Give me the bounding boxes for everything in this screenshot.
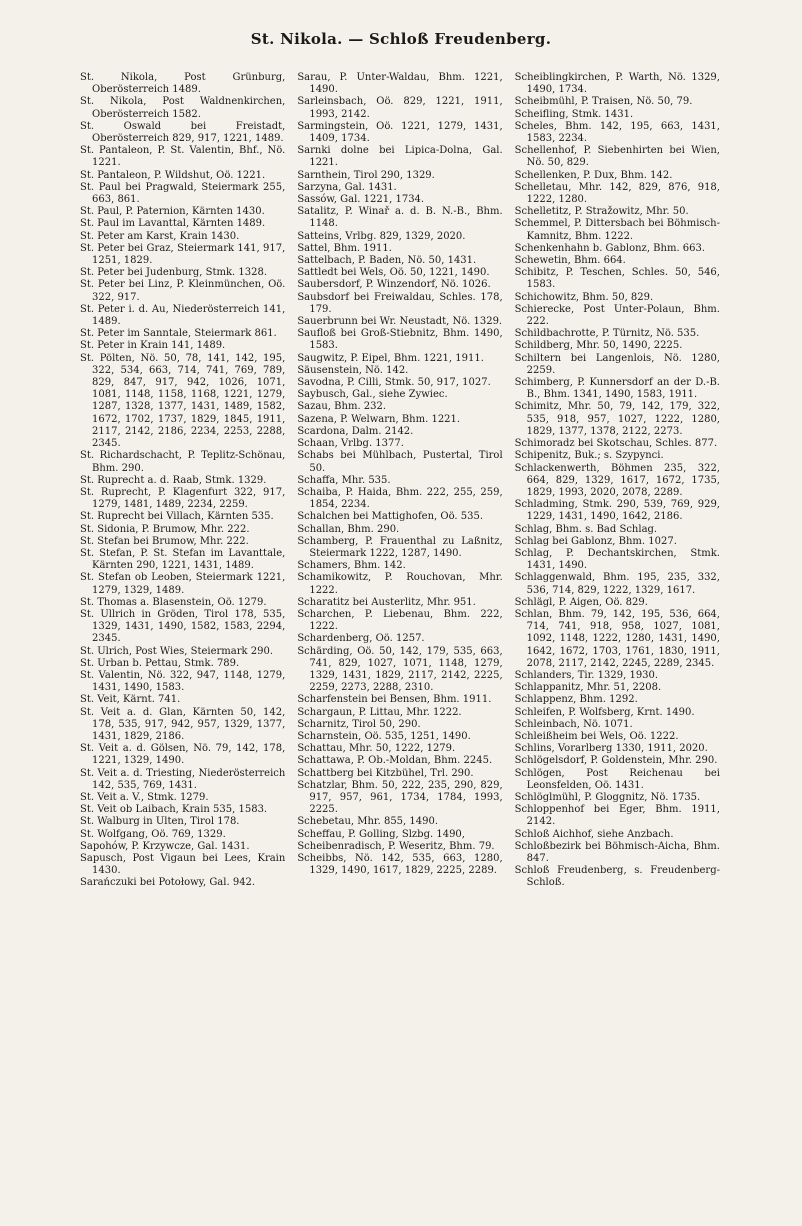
index-entry: Schabs bei Mühlbach, Pustertal, Tirol 50.: [297, 450, 503, 474]
index-entry: Schladming, Stmk. 290, 539, 769, 929, 1229, 1431, 1490, 1642, 2186.: [514, 499, 720, 523]
index-entry: Schalchen bei Mattighofen, Oö. 535.: [297, 511, 484, 523]
index-entry: Scharnitz, Tirol 50, 290.: [297, 718, 421, 730]
index-entry: St. Peter im Sanntale, Steiermark 861.: [80, 328, 277, 340]
index-entry: St. Nikola, Post Waldnenkirchen, Oberösterreich 1582.: [80, 96, 286, 120]
index-entry: Sattel, Bhm. 1911.: [297, 242, 392, 254]
index-entry: St. Ruprecht a. d. Raab, Stmk. 1329.: [80, 474, 267, 486]
index-entry: Schlaggenwald, Bhm. 195, 235, 332, 536, 714, 829, 1222, 1329, 1617.: [514, 572, 720, 596]
index-entry: Sarańczuki bei Potołowy, Gal. 942.: [80, 877, 256, 889]
index-entry: Schlappenz, Bhm. 1292.: [514, 694, 638, 706]
index-entry: St. Valentin, Nö. 322, 947, 1148, 1279, 1431, 1490, 1583.: [80, 669, 286, 694]
column-right: [515, 72, 720, 1207]
index-entry: Scheles, Bhm. 142, 195, 663, 1431, 1583, 2234.: [514, 120, 720, 145]
index-entry: Schimoradz bei Skotschau, Schles. 877.: [514, 438, 718, 450]
index-entry: Schlögelsdorf, P. Goldenstein, Mhr. 290.: [514, 755, 718, 767]
index-entry: St. Stefan, P. St. Stefan im Lavanttale, Kärnten 290, 1221, 1431, 1489.: [80, 547, 286, 572]
index-entry: Saufloß bei Groß-Stiebnitz, Bhm. 1490, 1583.: [297, 328, 503, 352]
index-entry: St. Pölten, Nö. 50, 78, 141, 142, 195, 322, 534, 663, 714, 741, 769, 789, 829, 847, 917, 942, 1026, 1071, 1081, 1148, 1158, 1168, 1221, 1279, 1287, 1328, 1377, 1431, 1489, 1582, 1672, 1702, 1737, 1829, 1845, 1911, 2117, 2142, 2186, 2234, 2253, 2288, 2345.: [80, 352, 286, 450]
index-entry: Schlag, P. Dechantskirchen, Stmk. 1431, 1490.: [514, 547, 720, 572]
index-entry: Schallan, Bhm. 290.: [297, 523, 400, 535]
index-entry: St. Veit, Kärnt. 741.: [80, 694, 181, 706]
index-entry: St. Sidonia, P. Brumow, Mhr. 222.: [80, 523, 250, 535]
index-entry: Schaffa, Mhr. 535.: [297, 474, 391, 486]
index-entry: St. Veit a. d. Triesting, Niederösterreich 142, 535, 769, 1431.: [80, 767, 286, 791]
index-entry: Schaiba, P. Haida, Bhm. 222, 255, 259, 1854, 2234.: [297, 486, 503, 511]
index-entry: Schloppenhof bei Eger, Bhm. 1911, 2142.: [514, 804, 720, 828]
index-entry: Schewetin, Bhm. 664.: [514, 255, 626, 267]
index-entry: Schatzlar, Bhm. 50, 222, 235, 290, 829, 917, 957, 961, 1734, 1784, 1993, 2225.: [297, 779, 503, 816]
index-entry: Scardona, Dalm. 2142.: [297, 425, 414, 437]
index-entry: Schlag bei Gablonz, Bhm. 1027.: [514, 535, 677, 547]
index-entry: Schebetau, Mhr. 855, 1490.: [297, 816, 439, 828]
index-entry: St. Richardschacht, P. Teplitz-Schönau, Bhm. 290.: [80, 450, 286, 474]
index-entry: Schellenken, P. Dux, Bhm. 142.: [514, 169, 673, 181]
index-entry: Saubsdorf bei Freiwaldau, Schles. 178, 179.: [297, 291, 503, 315]
index-entry: Schattberg bei Kitzbühel, Trl. 290.: [297, 767, 474, 779]
index-entry: St. Pantaleon, P. Wildshut, Oö. 1221.: [80, 169, 266, 181]
index-entry: Schamers, Bhm. 142.: [297, 560, 406, 572]
index-entry: Sarau, P. Unter-Waldau, Bhm. 1221, 1490.: [297, 72, 503, 96]
index-entry: Satalitz, P. Winař a. d. B. N.-B., Bhm. 1148.: [297, 206, 503, 230]
index-entry: Sarleinsbach, Oö. 829, 1221, 1911, 1993, 2142.: [297, 96, 503, 120]
index-entry: St. Paul, P. Paternion, Kärnten 1430.: [80, 206, 265, 218]
index-entry: Säusenstein, Nö. 142.: [297, 364, 409, 376]
index-entry: Schamberg, P. Frauenthal zu Laßnitz, Steiermark 1222, 1287, 1490.: [297, 535, 503, 559]
index-entry: St. Stefan ob Leoben, Steiermark 1221, 1279, 1329, 1489.: [80, 572, 286, 596]
index-entry: Sapusch, Post Vigaun bei Lees, Krain 1430.: [80, 853, 286, 877]
index-entry: Saugwitz, P. Eipel, Bhm. 1221, 1911.: [297, 352, 484, 364]
index-entry: Sapohów, P. Krzywcze, Gal. 1431.: [80, 840, 250, 852]
index-entry: Schelletau, Mhr. 142, 829, 876, 918, 1222, 1280.: [514, 181, 720, 206]
index-entry: Sarmingstein, Oö. 1221, 1279, 1431, 1409, 1734.: [297, 120, 503, 145]
index-entry: Schibitz, P. Teschen, Schles. 50, 546, 1583.: [514, 267, 720, 291]
index-entry: Schlag, Bhm. s. Bad Schlag.: [514, 523, 658, 535]
index-entry: Scheffau, P. Golling, Slzbg. 1490,: [297, 828, 465, 840]
index-entry: Schichowitz, Bhm. 50, 829.: [514, 291, 654, 303]
index-entry: Schlappanitz, Mhr. 51, 2208.: [514, 682, 662, 694]
index-entry: Schloßbezirk bei Böhmisch-Aicha, Bhm. 847.: [514, 840, 720, 864]
index-entry: St. Paul im Lavanttal, Kärnten 1489.: [80, 218, 266, 230]
index-entry: Schellenhof, P. Siebenhirten bei Wien, Nö. 50, 829.: [514, 145, 720, 169]
index-entry: St. Pantaleon, P. St. Valentin, Bhf., Nö. 1221.: [80, 145, 286, 169]
index-entry: St. Ulrich, Post Wies, Steiermark 290.: [80, 645, 274, 657]
index-entry: St. Peter bei Judenburg, Stmk. 1328.: [80, 267, 268, 279]
index-entry: Scharfenstein bei Bensen, Bhm. 1911.: [297, 694, 492, 706]
index-entry: St. Veit a. d. Glan, Kärnten 50, 142, 178, 535, 917, 942, 957, 1329, 1377, 1431, 1829, 2186.: [80, 706, 286, 742]
page-header: St. Nikola. — Schloß Freudenberg.: [250, 30, 552, 48]
index-entry: Schattawa, P. Ob.-Moldan, Bhm. 2245.: [297, 755, 493, 767]
index-entry: St. Urban b. Pettau, Stmk. 789.: [80, 657, 240, 669]
index-entry: Saubersdorf, P. Winzendorf, Nö. 1026.: [297, 279, 491, 291]
index-entry: Schamikowitz, P. Rouchovan, Mhr. 1222.: [297, 572, 503, 596]
index-entry: Saybusch, Gal., siehe Zywiec.: [297, 389, 448, 401]
index-columns: [80, 72, 720, 1207]
index-entry: St. Ruprecht bei Villach, Kärnten 535.: [80, 511, 274, 523]
index-entry: Schaan, Vrlbg. 1377.: [297, 438, 404, 450]
index-entry: Sauerbrunn bei Wr. Neustadt, Nö. 1329.: [297, 316, 503, 328]
index-entry: Scheibmühl, P. Traisen, Nö. 50, 79.: [514, 96, 693, 108]
index-entry: St. Peter am Karst, Krain 1430.: [80, 230, 240, 242]
index-entry: St. Ruprecht, P. Klagenfurt 322, 917, 1279, 1481, 1489, 2234, 2259.: [80, 486, 286, 511]
index-entry: Savodna, P. Cilli, Stmk. 50, 917, 1027.: [297, 377, 491, 389]
index-entry: Schargaun, P. Littau, Mhr. 1222.: [297, 706, 462, 718]
index-entry: Scheibbs, Nö. 142, 535, 663, 1280, 1329, 1490, 1617, 1829, 2225, 2289.: [297, 853, 503, 877]
index-entry: Schierecke, Post Unter-Polaun, Bhm. 222.: [514, 303, 720, 328]
index-entry: Schleifen, P. Wolfsberg, Krnt. 1490.: [514, 706, 695, 718]
index-entry: Schardenberg, Oö. 1257.: [297, 633, 425, 645]
index-entry: Scheibenradisch, P. Weseritz, Bhm. 79.: [297, 840, 495, 852]
index-entry: Sarnthein, Tirol 290, 1329.: [297, 169, 435, 181]
index-entry: Schimberg, P. Kunnersdorf an der D.-B. B., Bhm. 1341, 1490, 1583, 1911.: [514, 377, 720, 401]
index-entry: Schlackenwerth, Böhmen 235, 322, 664, 829, 1329, 1617, 1672, 1735, 1829, 1993, 2020, 2078, 2289.: [514, 462, 720, 498]
index-entry: Schimitz, Mhr. 50, 79, 142, 179, 322, 535, 918, 957, 1027, 1222, 1280, 1829, 1377, 1378, 2122, 2273.: [514, 401, 720, 437]
index-entry: Schleinbach, Nö. 1071.: [514, 718, 633, 730]
index-entry: Schärding, Oö. 50, 142, 179, 535, 663, 741, 829, 1027, 1071, 1148, 1279, 1329, 1431, 1829, 2117, 2142, 2225, 2259, 2273, 2288, 2310.: [297, 645, 503, 694]
index-entry: Schelletitz, P. Stražowitz, Mhr. 50.: [514, 206, 689, 218]
index-entry: St. Peter bei Linz, P. Kleinmünchen, Oö. 322, 917.: [80, 279, 286, 303]
index-entry: Satteins, Vrlbg. 829, 1329, 2020.: [297, 230, 466, 242]
index-entry: St. Peter bei Graz, Steiermark 141, 917, 1251, 1829.: [80, 242, 286, 267]
index-entry: Schlan, Bhm. 79, 142, 195, 536, 664, 714, 741, 918, 958, 1027, 1081, 1092, 1148, 1222, 1280, 1431, 1490, 1642, 1672, 1703, 1761, 1830, 1911, 2078, 2117, 2142, 2245, 2289, 2345.: [514, 608, 720, 669]
index-entry: Sarzyna, Gal. 1431.: [297, 181, 397, 193]
index-entry: Schlanders, Tir. 1329, 1930.: [514, 669, 659, 681]
index-entry: Schloß Freudenberg, s. Freudenberg-Schloß.: [514, 865, 720, 889]
index-entry: Sattelbach, P. Baden, Nö. 50, 1431.: [297, 255, 477, 267]
index-entry: Schlöglmühl, P. Gloggnitz, Nö. 1735.: [514, 791, 701, 803]
index-entry: St. Walburg in Ulten, Tirol 178.: [80, 816, 240, 828]
index-entry: St. Peter in Krain 141, 1489.: [80, 340, 226, 352]
index-entry: St. Veit a. d. Gölsen, Nö. 79, 142, 178, 1221, 1329, 1490.: [80, 743, 286, 767]
index-entry: St. Ullrich in Gröden, Tirol 178, 535, 1329, 1431, 1490, 1582, 1583, 2294, 2345.: [80, 608, 286, 645]
index-entry: Scharatitz bei Austerlitz, Mhr. 951.: [297, 596, 476, 608]
index-entry: Sarnki dolne bei Lipica-Dolna, Gal. 1221.: [297, 145, 503, 169]
index-entry: Sazau, Bhm. 232.: [297, 401, 387, 413]
index-entry: Sassów, Gal. 1221, 1734.: [297, 194, 425, 206]
index-entry: Schleißheim bei Wels, Oö. 1222.: [514, 730, 679, 742]
column-middle: [297, 72, 502, 1207]
index-entry: Scheiblingkirchen, P. Warth, Nö. 1329, 1490, 1734.: [514, 72, 720, 96]
index-entry: St. Peter i. d. Au, Niederösterreich 141, 1489.: [80, 303, 286, 328]
index-entry: Schlägl, P. Aigen, Oö. 829.: [514, 596, 648, 608]
index-entry: Schenkenhahn b. Gablonz, Bhm. 663.: [514, 242, 706, 254]
index-entry: St. Thomas a. Blasenstein, Oö. 1279.: [80, 596, 267, 608]
index-entry: Schemmel, P. Dittersbach bei Böhmisch-Kamnitz, Bhm. 1222.: [514, 218, 720, 242]
index-entry: Schlögen, Post Reichenau bei Leonsfelden, Oö. 1431.: [514, 767, 720, 791]
index-entry: Schlins, Vorarlberg 1330, 1911, 2020.: [514, 743, 708, 755]
index-entry: Sazena, P. Welwarn, Bhm. 1221.: [297, 413, 461, 425]
index-entry: St. Paul bei Pragwald, Steiermark 255, 663, 861.: [80, 181, 286, 206]
index-entry: St. Nikola, Post Grünburg, Oberösterreich 1489.: [80, 72, 286, 96]
index-entry: Scharnstein, Oö. 535, 1251, 1490.: [297, 730, 471, 742]
index-entry: St. Wolfgang, Oö. 769, 1329.: [80, 828, 226, 840]
index-entry: Scharchen, P. Liebenau, Bhm. 222, 1222.: [297, 608, 503, 633]
column-left: [80, 72, 285, 1207]
index-entry: Schiltern bei Langenlois, Nö. 1280, 2259.: [514, 352, 720, 376]
index-entry: St. Veit a. V., Stmk. 1279.: [80, 791, 209, 803]
index-entry: Schildberg, Mhr. 50, 1490, 2225.: [514, 340, 683, 352]
index-entry: Schattau, Mhr. 50, 1222, 1279.: [297, 743, 456, 755]
index-entry: St. Stefan bei Brumow, Mhr. 222.: [80, 535, 249, 547]
index-entry: Schloß Aichhof, siehe Anzbach.: [514, 828, 674, 840]
index-entry: Scheifling, Stmk. 1431.: [514, 108, 634, 120]
index-entry: Sattledt bei Wels, Oö. 50, 1221, 1490.: [297, 267, 490, 279]
index-entry: St. Oswald bei Freistadt, Oberösterreich 829, 917, 1221, 1489.: [80, 120, 286, 145]
index-entry: St. Veit ob Laibach, Krain 535, 1583.: [80, 804, 268, 816]
index-entry: Schildbachrotte, P. Türnitz, Nö. 535.: [514, 328, 700, 340]
index-entry: Schipenitz, Buk.; s. Szypynci.: [514, 450, 664, 462]
